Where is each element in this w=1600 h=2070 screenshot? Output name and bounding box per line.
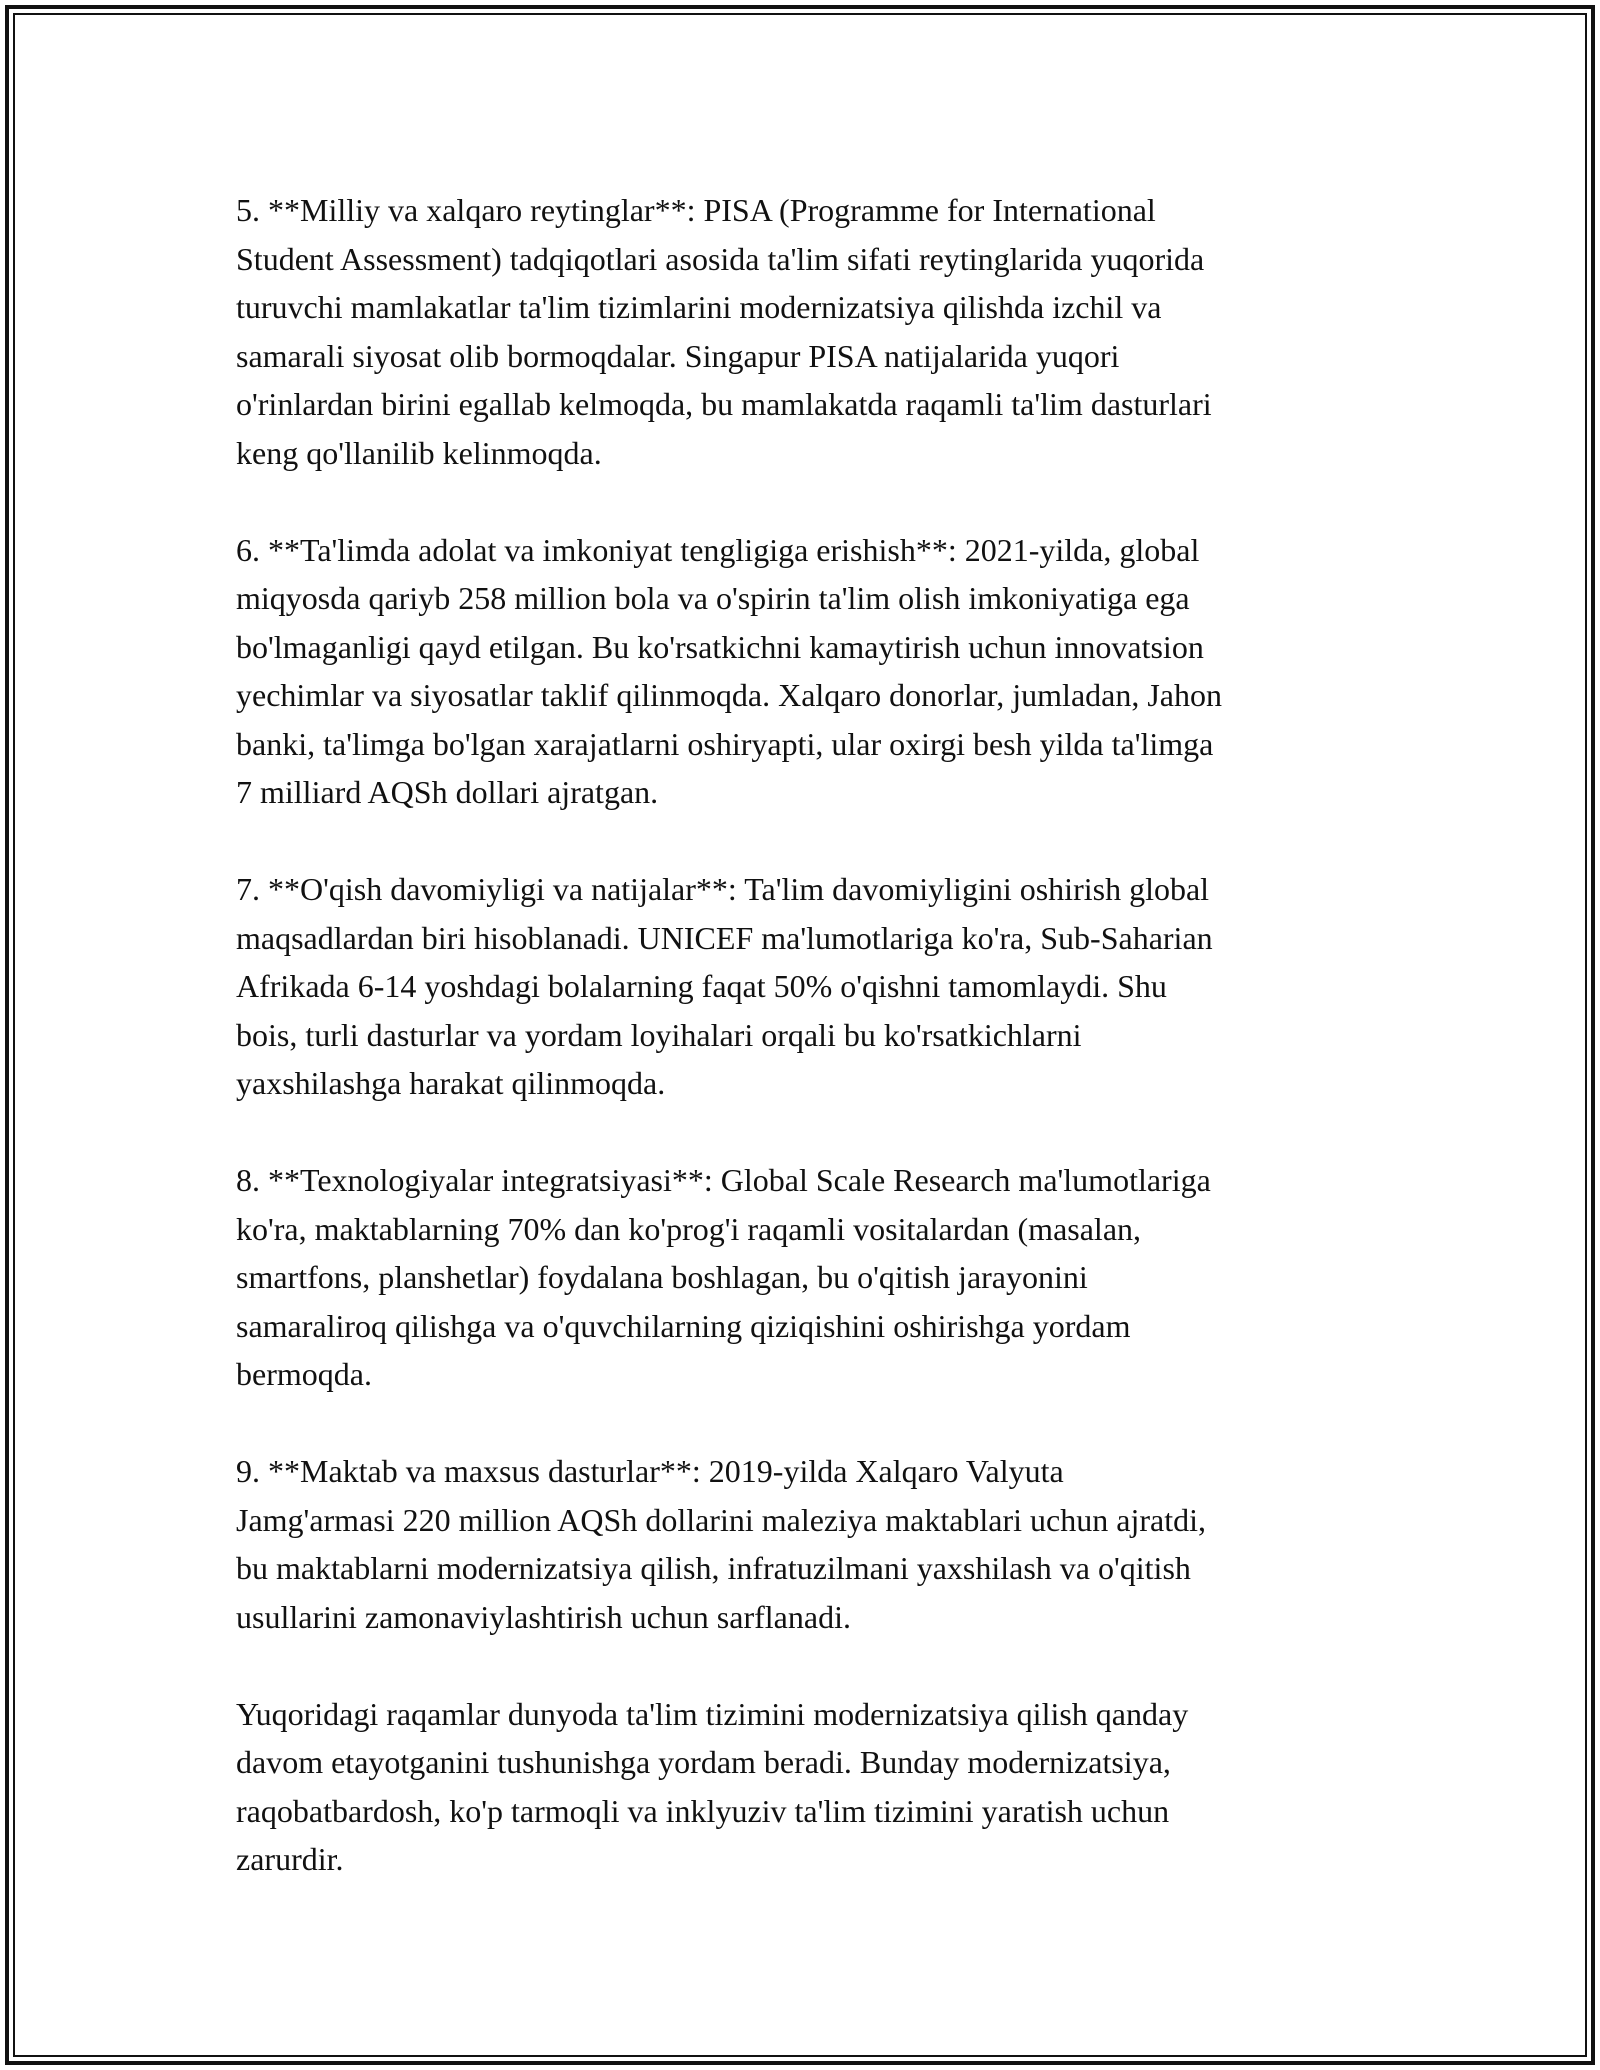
- paragraph-oqish-davomiyligi: 7. **O'qish davomiyligi va natijalar**: Ta'lim davomiyligini oshirish global maqsadlardan biri hisoblanadi. UNICEF ma'lumotlariga ko'ra, Sub-Saharian Afrikada 6-14 yoshdagi bolalarning faqat 50% o'qishni tamomlaydi. Shu bois, turli dasturlar va yordam loyihalari orqali bu ko'rsatkichlarni yaxshilashga harakat qilinmoqda.: [236, 871, 1213, 1101]
- paragraph-maktab-va-maxsus-dasturlar: 9. **Maktab va maxsus dasturlar**: 2019-yilda Xalqaro Valyuta Jamg'armasi 220 million AQSh dollarini maleziya maktablari uchun ajratdi, bu maktablarni modernizatsiya qilish, infratuzilmani yaxshilash va o'qitish usullarini zamonaviylashtirish uchun sarflanadi.: [236, 1453, 1206, 1635]
- paragraph-talimda-adolat: 6. **Ta'limda adolat va imkoniyat tengligiga erishish**: 2021-yilda, global miqyosda qariyb 258 million bola va o'spirin ta'lim olish imkoniyatiga ega bo'lmaganligi qayd etilgan. Bu ko'rsatkichni kamaytirish uchun innovatsion yechimlar va siyosatlar taklif qilinmoqda. Xalqaro donorlar, jumladan, Jahon banki, ta'limga bo'lgan xarajatlarni oshiryapti, ular oxirgi besh yilda ta'limga 7 milliard AQSh dollari ajratgan.: [236, 531, 1222, 810]
- paragraph-milliy-va-xalqaro-reytinglar: 5. **Milliy va xalqaro reytinglar**: PISA (Programme for International Student Assessment) tadqiqotlari asosida ta'lim sifati reytinglarida yuqorida turuvchi mamlakatlar ta'lim tizimlarini modernizatsiya qilishda izchil va samarali siyosat olib bormoqdalar. Singapur PISA natijalarida yuqori o'rinlardan birini egallab kelmoqda, bu mamlakatda raqamli ta'lim dasturlari keng qo'llanilib kelinmoqda.: [236, 192, 1212, 471]
- paragraph-texnologiyalar-integratsiyasi: 8. **Texnologiyalar integratsiyasi**: Global Scale Research ma'lumotlariga ko'ra, maktablarning 70% dan ko'prog'i raqamli vositalardan (masalan, smartfons, planshetlar) foydalana boshlagan, bu o'qitish jarayonini samaraliroq qilishga va o'quvchilarning qiziqishini oshirishga yordam bermoqda.: [236, 1162, 1211, 1392]
- document-body: [236, 186, 1386, 1884]
- paragraph-conclusion: Yuqoridagi raqamlar dunyoda ta'lim tizimini modernizatsiya qilish qanday davom etayotganini tushunishga yordam beradi. Bunday modernizatsiya, raqobatbardosh, ko'p tarmoqli va inklyuziv ta'lim tizimini yaratish uchun zarurdir.: [236, 1695, 1189, 1877]
